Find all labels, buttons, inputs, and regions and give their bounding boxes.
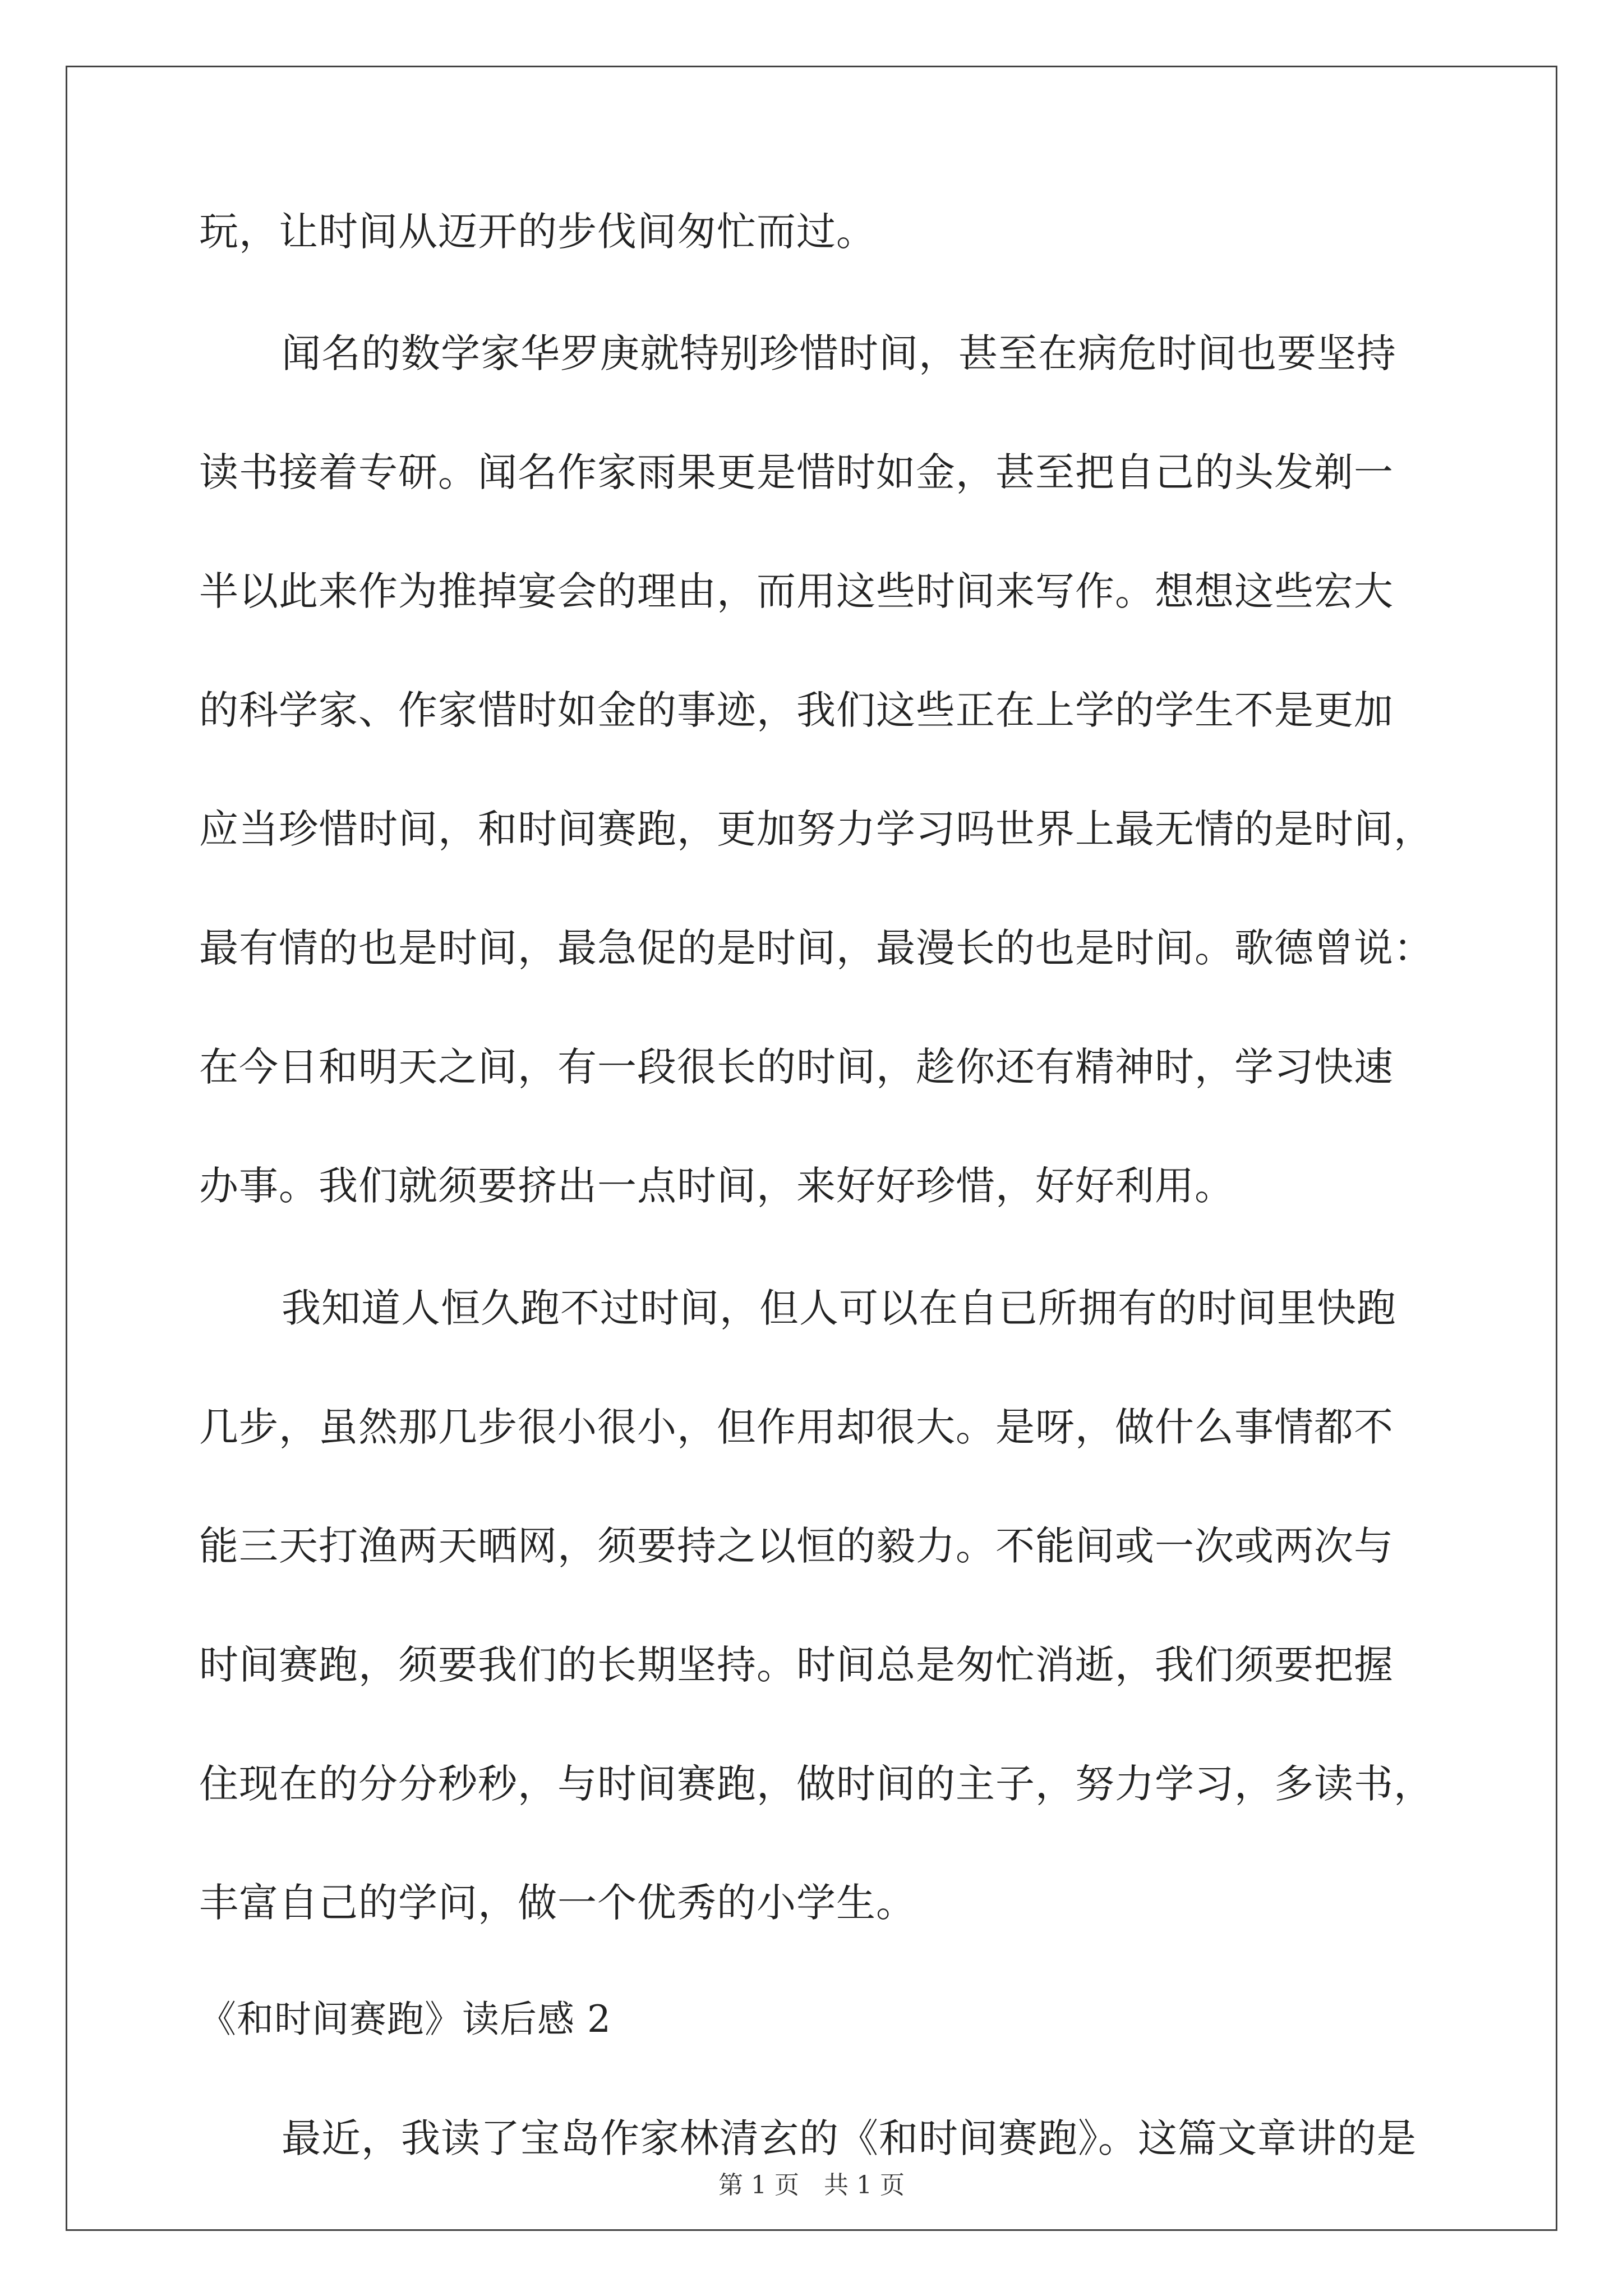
text-line-2: 闻名的数学家华罗庚就特别珍惜时间，甚至在病危时间也要坚持 (282, 330, 1396, 376)
text-line-14: 住现在的分分秒秒，与时间赛跑，做时间的主子，努力学习，多读书， (199, 1761, 1433, 1807)
text-line-6: 应当珍惜时间，和时间赛跑，更加努力学习吗世界上最无情的是时间， (199, 806, 1433, 852)
text-line-4: 半以此来作为推掉宴会的理由，而用这些时间来写作。想想这些宏大 (199, 568, 1394, 614)
text-line-16: 最近，我读了宝岛作家林清玄的《和时间赛跑》。这篇文章讲的是 (282, 2115, 1417, 2161)
text-line-10: 我知道人恒久跑不过时间，但人可以在自已所拥有的时间里快跑 (282, 1285, 1396, 1331)
text-line-12: 能三天打渔两天晒网，须要持之以恒的毅力。不能间或一次或两次与 (199, 1523, 1394, 1569)
text-line-11: 几步，虽然那几步很小很小，但作用却很大。是呀，做什么事情都不 (199, 1404, 1394, 1450)
text-line-3: 读书接着专研。闻名作家雨果更是惜时如金，甚至把自己的头发剃一 (199, 449, 1394, 495)
text-line-9: 办事。我们就须要挤出一点时间，来好好珍惜，好好利用。 (199, 1163, 1234, 1209)
text-line-7: 最有情的也是时间，最急促的是时间，最漫长的也是时间。歌德曾说： (199, 925, 1433, 971)
section-heading: 《和时间赛跑》读后感 2 (199, 1998, 611, 2041)
text-line-15: 丰富自己的学问，做一个优秀的小学生。 (199, 1880, 916, 1926)
text-line-13: 时间赛跑，须要我们的长期坚持。时间总是匆忙消逝，我们须要把握 (199, 1642, 1394, 1688)
text-line-8: 在今日和明天之间，有一段很长的时间，趁你还有精神时，学习快速 (199, 1044, 1394, 1090)
text-line-1: 玩，让时间从迈开的步伐间匆忙而过。 (199, 209, 876, 255)
page-footer: 第 1 页 共 1 页 (718, 2171, 905, 2200)
text-line-5: 的科学家、作家惜时如金的事迹，我们这些正在上学的学生不是更加 (199, 687, 1394, 733)
